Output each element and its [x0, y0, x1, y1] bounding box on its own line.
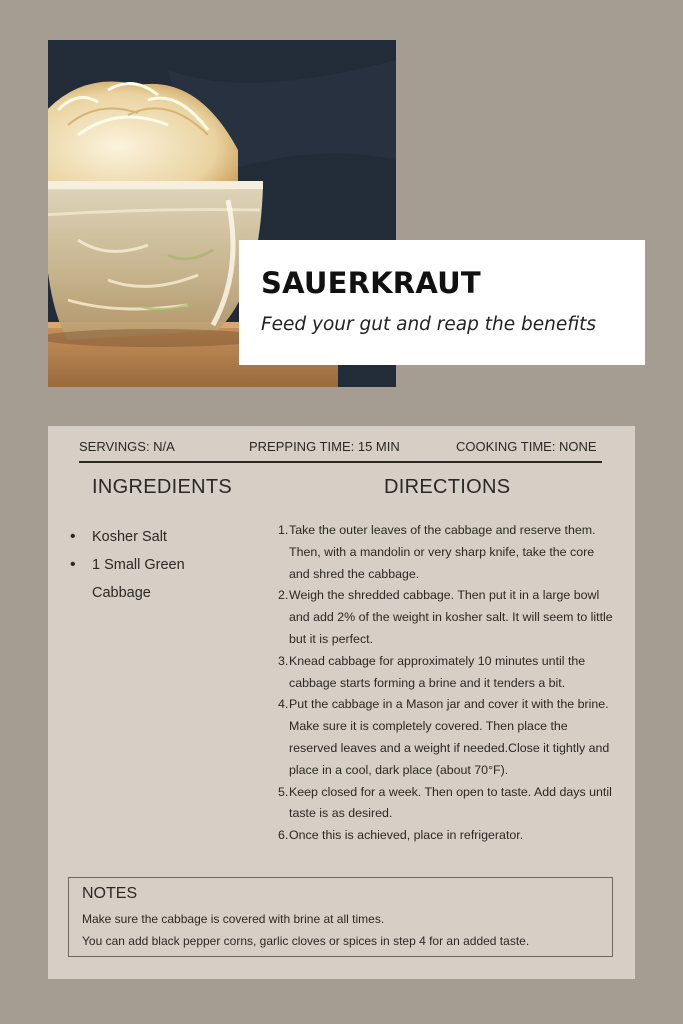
notes-box [68, 877, 613, 957]
note-line: You can add black pepper corns, garlic cloves or spices in step 4 for an added taste. [82, 934, 530, 948]
direction-step [278, 585, 618, 650]
direction-step [278, 520, 618, 585]
direction-step [278, 651, 618, 695]
ingredients-heading: INGREDIENTS [92, 476, 232, 498]
notes-heading: NOTES [82, 885, 138, 902]
step-number: 4. [278, 697, 289, 712]
step-text: Keep closed for a week. Then open to taste. Add days until taste is as desired. [289, 784, 612, 821]
recipe-card [48, 426, 635, 979]
recipe-subtitle: Feed your gut and reap the benefits [261, 314, 597, 335]
direction-step [278, 782, 618, 826]
direction-step [278, 825, 618, 847]
ingredient-item: • 1 Small Green Cabbage [70, 551, 240, 607]
step-number: 6. [278, 828, 289, 843]
step-number: 2. [278, 588, 289, 603]
step-text: Put the cabbage in a Mason jar and cover it with the brine. Make sure it is completely covered. Then place the reserved leaves and a weight if needed.Close it tightly and place in a cool, dark place (about 70°F). [289, 697, 610, 777]
title-card [239, 240, 645, 365]
step-number: 1. [278, 523, 289, 537]
directions-list [278, 520, 618, 847]
servings-label: SERVINGS: N/A [79, 439, 175, 454]
step-number: 5. [278, 784, 289, 799]
prep-time-label: PREPPING TIME: 15 MIN [249, 439, 400, 454]
step-text: Take the outer leaves of the cabbage and reserve them. Then, with a mandolin or very sharp knife, take the core and shred the cabbage. [289, 523, 596, 581]
header-divider [79, 461, 602, 463]
step-text: Weigh the shredded cabbage. Then put it in a large bowl and add 2% of the weight in kosher salt. It will seem to little but it is perfect. [289, 588, 613, 646]
recipe-title: SAUERKRAUT [261, 266, 481, 300]
note-line: Make sure the cabbage is covered with brine at all times. [82, 912, 385, 926]
step-number: 3. [278, 653, 289, 668]
ingredients-list [70, 523, 240, 607]
directions-heading: DIRECTIONS [384, 476, 511, 498]
step-text: Once this is achieved, place in refrigerator. [289, 828, 524, 843]
direction-step [278, 694, 618, 781]
step-text: Knead cabbage for approximately 10 minutes until the cabbage starts forming a brine and it tenders a bit. [289, 653, 586, 690]
ingredient-item: • Kosher Salt [70, 523, 240, 551]
cook-time-label: COOKING TIME: NONE [456, 439, 597, 454]
